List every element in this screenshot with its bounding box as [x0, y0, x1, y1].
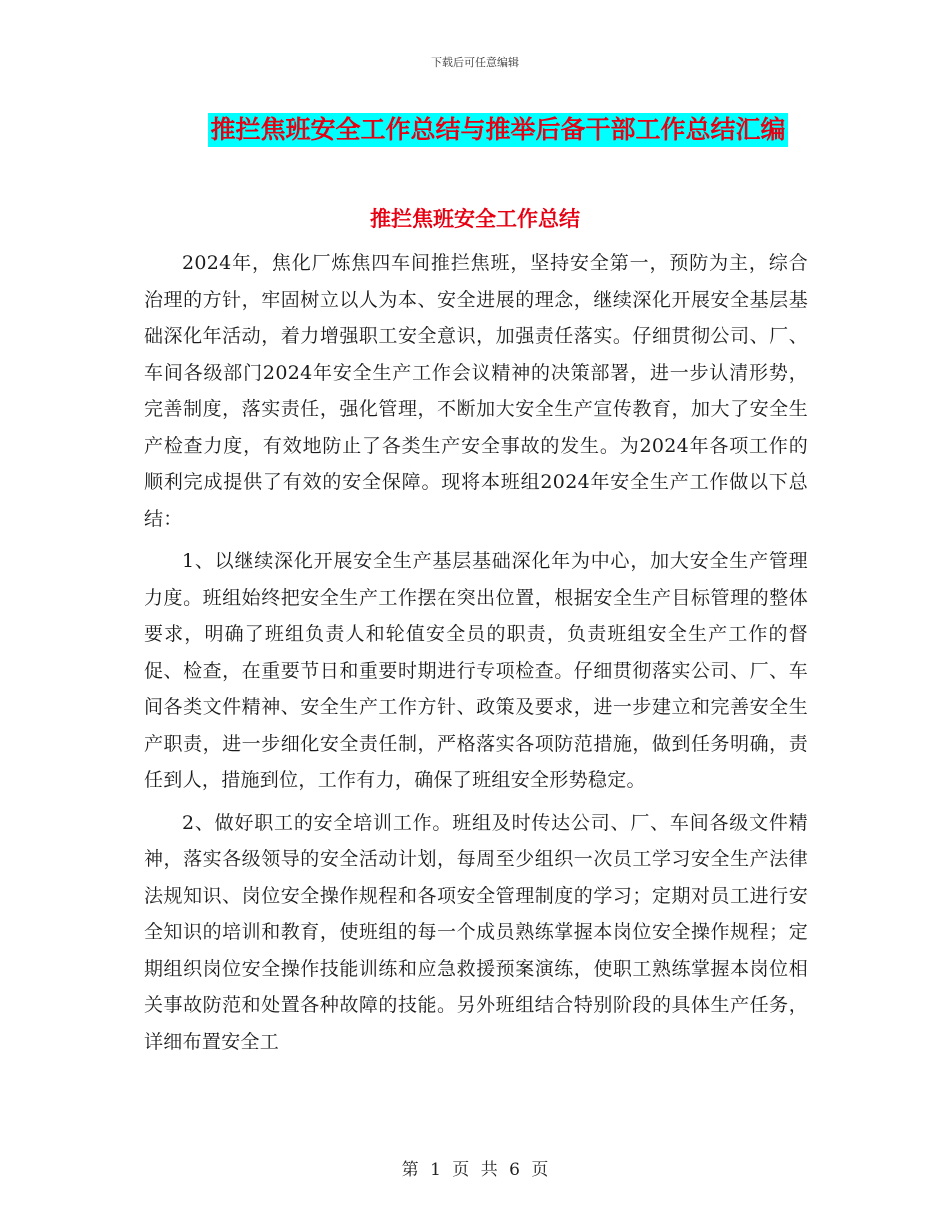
paragraph-intro: 2024年，焦化厂炼焦四车间推拦焦班，坚持安全第一，预防为主，综合治理的方针，牢固树立以人为本、安全进展的理念，继续深化开展安全基层基础深化年活动，着力增强职工安全意识，加强责任落实。仔细贯彻公司、厂、车间各级部门2024年安全生产工作会议精神的决策部署，进一步认清形势，完善制度，落实责任，强化管理，不断加大安全生产宣传教育，加大了安全生产检查力度，有效地防止了各类生产安全事故的发生。为2024年各项工作的顺利完成提供了有效的安全保障。现将本班组2024年安全生产工作做以下总结： — [144, 252, 808, 530]
document-body — [144, 245, 808, 1066]
page-footer: 第 1 页 共 6 页 — [401, 1160, 549, 1180]
document-title: 推拦焦班安全工作总结与推举后备干部工作总结汇编 — [208, 113, 787, 147]
paragraph-item-2: 2、做好职工的安全培训工作。班组及时传达公司、厂、车间各级文件精神，落实各级领导的安全活动计划，每周至少组织一次员工学习安全生产法律法规知识、岗位安全操作规程和各项安全管理制度的学习；定期对员工进行安全知识的培训和教育，使班组的每一个成员熟练掌握本岗位安全操作规程；定期组织岗位安全操作技能训练和应急救援预案演练，使职工熟练掌握本岗位相关事故防范和处置各种故障的技能。另外班组结合特别阶段的具体生产任务，详细布置安全工 — [144, 811, 808, 1053]
paragraph-item-1: 1、以继续深化开展安全生产基层基础深化年为中心，加大安全生产管理力度。班组始终把安全生产工作摆在突出位置，根据安全生产目标管理的整体要求，明确了班组负责人和轮值安全员的职责，负责班组安全生产工作的督促、检查，在重要节日和重要时期进行专项检查。仔细贯彻落实公司、厂、车间各类文件精神、安全生产工作方针、政策及要求，进一步建立和完善安全生产职责，进一步细化安全责任制，严格落实各项防范措施，做到任务明确，责任到人，措施到位，工作有力，确保了班组安全形势稳定。 — [144, 550, 808, 791]
section-title: 推拦焦班安全工作总结 — [370, 206, 580, 231]
header-note: 下载后可任意编辑 — [431, 56, 519, 69]
document-title-wrapper — [0, 113, 950, 147]
